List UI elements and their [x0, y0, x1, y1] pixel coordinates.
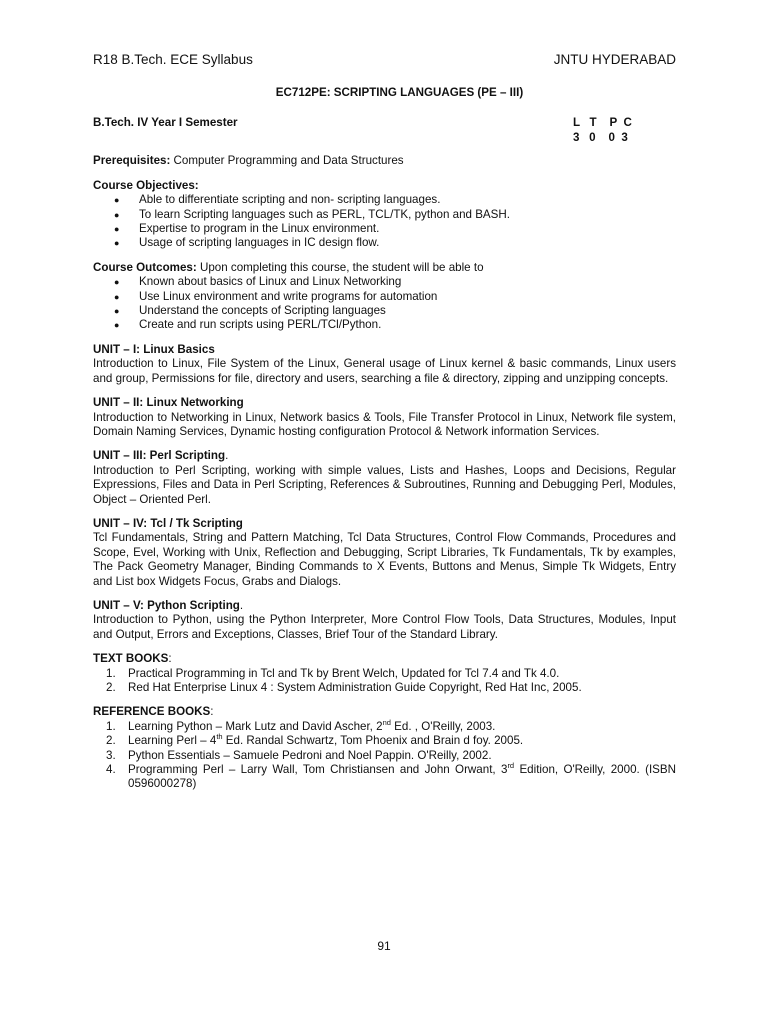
unit-title: UNIT – II: Linux Networking	[93, 396, 244, 410]
unit-text: Introduction to Perl Scripting, working with simple values, Lists and Hashes, Loops and Decisions, Regular Expressions, Files and Data in Perl Scripting, References & Subroutines, Running and Debugging Perl, Modules, Object – Oriented Perl.	[93, 463, 676, 506]
bullet-icon: ●	[114, 320, 120, 331]
list-item: 2. Learning Perl – 4th Ed. Randal Schwartz, Tom Phoenix and Brain d foy. 2005.	[106, 732, 524, 748]
unit-2	[93, 396, 676, 439]
text-books-list	[93, 667, 676, 696]
list-item: ● Known about basics of Linux and Linux Networking	[114, 275, 402, 289]
list-item: 1. Practical Programming in Tcl and Tk by Brent Welch, Updated for Tcl 7.4 and Tk 4.0.	[106, 666, 560, 680]
ltpc-table	[573, 116, 632, 145]
text-books-heading-line: TEXT BOOKS:	[93, 652, 172, 666]
list-item: ● Expertise to program in the Linux environment.	[114, 222, 380, 236]
list-item: ● To learn Scripting languages such as PERL, TCL/TK, python and BASH.	[114, 207, 510, 221]
list-item: 2. Red Hat Enterprise Linux 4 : System Administration Guide Copyright, Red Hat Inc, 2005.	[106, 681, 582, 694]
objectives-list	[93, 193, 676, 251]
outcomes-heading: Course Outcomes:	[93, 260, 197, 274]
unit-4	[93, 517, 676, 589]
unit-text: Introduction to Networking in Linux, Network basics & Tools, File Transfer Protocol in Linux, Network file system, Domain Naming Services, Dynamic hosting configuration Protocol & Network information Services.	[93, 410, 676, 438]
reference-books-list	[93, 717, 676, 792]
ltpc-values: 3 0 0 3	[573, 130, 628, 144]
list-item: ● Understand the concepts of Scripting languages	[114, 304, 386, 318]
prerequisites-label: Prerequisites:	[93, 154, 171, 168]
unit-5: UNIT – V: Python Scripting. Introduction to Python, using the Python Interpreter, More Control Flow Tools, Data Structures, Modules, Input and Output, Errors and Exceptions, Classes, Brief Tour of the Standard Library.	[93, 598, 676, 641]
bullet-icon: ●	[114, 306, 120, 317]
list-item: 4. Programming Perl – Larry Wall, Tom Christiansen and John Orwant, 3rd Edition, O'Reilly, 2000. (ISBN 0596000278)	[106, 761, 676, 791]
bullet-icon: ●	[114, 238, 120, 249]
reference-books-heading-line: REFERENCE BOOKS:	[93, 705, 214, 719]
bullet-icon: ●	[114, 195, 120, 206]
semester-label: B.Tech. IV Year I Semester	[93, 116, 238, 130]
unit-text: Introduction to Linux, File System of the Linux, General usage of Linux kernel & basic commands, Linux users and group, Permissions for file, directory and users, searching a file & directory, zipping and unzipping concepts.	[93, 357, 676, 385]
header-left: R18 B.Tech. ECE Syllabus	[93, 52, 253, 67]
ltpc-header: L T P C	[573, 116, 632, 130]
list-item: ● Able to differentiate scripting and non- scripting languages.	[114, 193, 441, 207]
unit-text: Introduction to Python, using the Python Interpreter, More Control Flow Tools, Data Structures, Modules, Input and Output, Errors and Exceptions, Classes, Brief Tour of the Standard Library.	[93, 613, 676, 641]
bullet-icon: ●	[114, 277, 120, 288]
bullet-icon: ●	[114, 224, 120, 235]
unit-title: UNIT – I: Linux Basics	[93, 342, 215, 356]
bullet-icon: ●	[114, 291, 120, 302]
course-title: EC712PE: SCRIPTING LANGUAGES (PE – III)	[275, 86, 524, 99]
reference-books-heading: REFERENCE BOOKS	[93, 705, 211, 719]
prerequisites	[93, 154, 676, 168]
list-item: ● Use Linux environment and write programs for automation	[114, 289, 438, 303]
list-item: 1. Learning Python – Mark Lutz and David Ascher, 2nd Ed. , O'Reilly, 2003.	[106, 717, 496, 733]
outcomes-heading-line	[93, 261, 676, 275]
prerequisites-text: Computer Programming and Data Structures	[170, 154, 404, 168]
text-books-heading: TEXT BOOKS	[93, 652, 169, 666]
header-right: JNTU HYDERABAD	[553, 52, 676, 67]
unit-1	[93, 343, 676, 386]
unit-text: Tcl Fundamentals, String and Pattern Matching, Tcl Data Structures, Control Flow Commands, Procedures and Scope, Evel, Working with Unix, Reflection and Debugging, Script Libraries, Tk Fundamentals, Tk by examples, The Pack Geometry Manager, Binding Commands to X Events, Buttons and Menus, Simple Tk Widgets, Entry and List box Widgets Focus, Grabs and Dialogs.	[93, 531, 676, 588]
semester-row	[93, 116, 676, 144]
unit-title: UNIT – V: Python Scripting	[93, 598, 240, 612]
unit-title: UNIT – III: Perl Scripting	[93, 449, 226, 463]
list-item: 3. Python Essentials – Samuele Pedroni and Noel Pappin. O'Reilly, 2002.	[106, 748, 492, 762]
page-content	[93, 86, 676, 792]
list-item: ● Usage of scripting languages in IC design flow.	[114, 236, 380, 250]
unit-3: UNIT – III: Perl Scripting. Introduction to Perl Scripting, working with simple values, Lists and Hashes, Loops and Decisions, Regular Expressions, Files and Data in Perl Scripting, References & Subroutines, Running and Debugging Perl, Modules, Object – Oriented Perl.	[93, 449, 676, 506]
outcomes-intro: Upon completing this course, the student will be able to	[196, 260, 484, 274]
unit-title: UNIT – IV: Tcl / Tk Scripting	[93, 516, 243, 530]
outcomes-list	[93, 275, 676, 333]
bullet-icon: ●	[114, 209, 120, 220]
objectives-heading: Course Objectives:	[93, 178, 199, 192]
page-number: 91	[377, 939, 391, 953]
list-item: ● Create and run scripts using PERL/TCl/Python.	[114, 318, 382, 332]
